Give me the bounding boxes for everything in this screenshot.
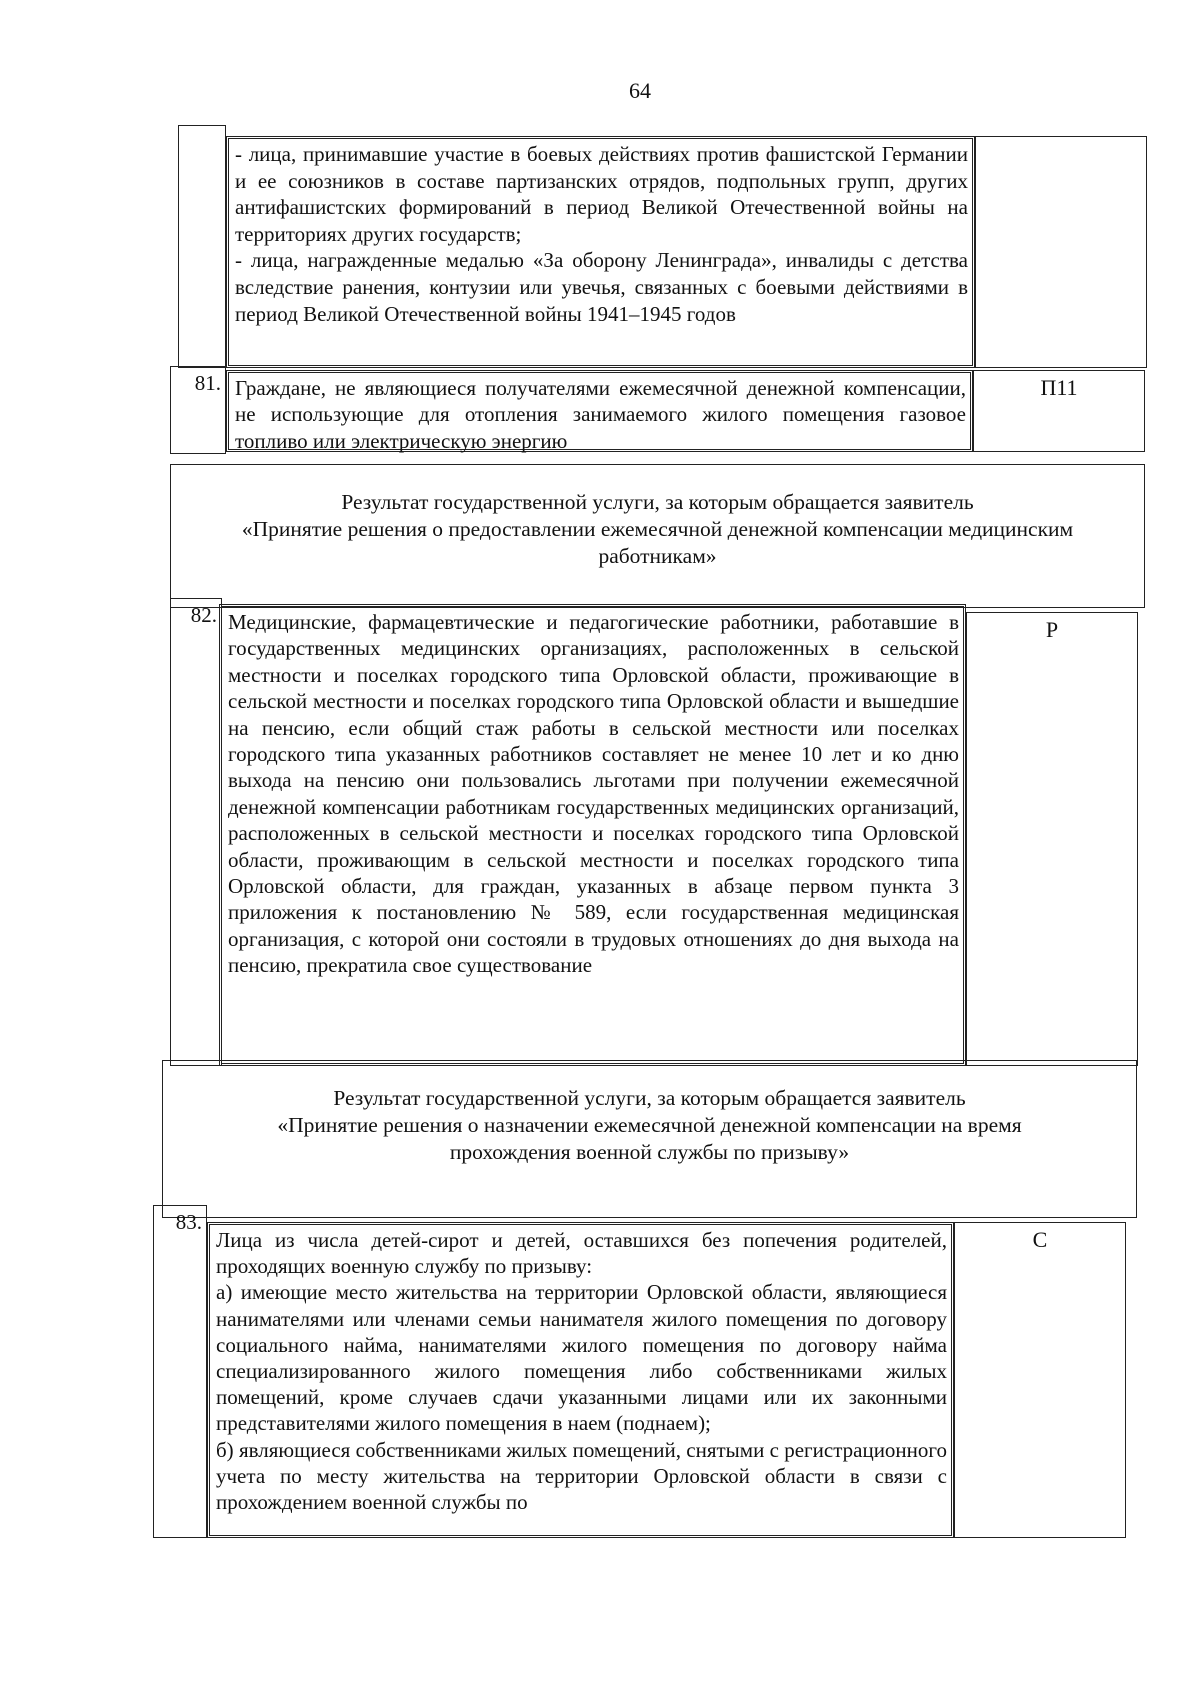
result-header [162,1060,1137,1218]
row-text-cell [219,604,966,1066]
page-number: 64 [629,78,651,103]
row-number-cell [153,1205,207,1538]
row-code-cell [954,1222,1126,1538]
row-paragraph: Граждане, не являющиеся получателями ежемесячной денежной компенсации, не использующие для отопления занимаемого жилого помещения газовое топливо или электрическую энергию [235,376,966,453]
result-header-line: «Принятие решения о назначении ежемесячной денежной компенсации на время [277,1113,1022,1137]
row-code-cell [975,136,1147,368]
row-paragraph: - лица, принимавшие участие в боевых действиях против фашистской Германии и ее союзников в составе партизанских отрядов, подпольных групп, других антифашистских формирований в период Великой Отечественной войны на территориях других государств; [235,142,968,246]
row-paragraph: Медицинские, фармацевтические и педагогические работники, работавшие в государственных медицинских организациях, расположенных в сельской местности и поселках городского типа Орловской области, проживающие в сельской местности и поселках городского типа Орловской области и вышедшие на пенсию, если общий стаж работы в сельской местности или поселках городского типа указанных работников составляет не менее 10 лет и ко дню выхода на пенсию они пользовались льготами при получении ежемесячной денежной компенсации работникам государственных медицинских организаций, расположенных в сельской местности и поселках городского типа Орловской области, проживающим в сельской местности и поселках городского типа Орловской области, для граждан, указанных в абзаце первом пункта 3 приложения к постановлению № 589, если государственная медицинская организация, с которой они состояли в трудовых отношениях до дня выхода на пенсию, прекратила свое существование [228,610,959,978]
row-paragraph: а) имеющие место жительства на территории Орловской области, являющиеся нанимателями или членами семьи нанимателя жилого помещения по договору социального найма, нанимателями жилого помещения по договору найма специализированного жилого помещения либо собственниками жилых помещений, кроме случаев сдачи указанными лицами или их законными представителями жилого помещения в наем (поднаем); [216,1280,947,1436]
row-code: С [1032,1227,1048,1252]
row-code-cell [966,612,1138,1066]
row-paragraph: б) являющиеся собственниками жилых помещений, снятыми с регистрационного учета по месту жительства на территории Орловской области в связи с прохождением военной службы по [216,1437,947,1515]
result-header-line: «Принятие решения о предоставлении ежемесячной денежной компенсации медицинским [241,517,1074,541]
row-number-cell [170,598,222,1066]
result-header-line: прохождения военной службы по призыву» [449,1140,850,1164]
row-number: 81. [194,371,221,395]
row-code: П11 [1040,375,1078,400]
row-number-cell [178,125,226,368]
row-paragraph: - лица, награжденные медалью «За оборону Ленинграда», инвалиды с детства вследствие ранения, контузии или увечья, связанных с боевыми действиями в период Великой Отечественной войны 1941–1945 годов [235,248,968,326]
row-paragraph: Лица из числа детей-сирот и детей, оставшихся без попечения родителей, проходящих военную службу по призыву: [216,1228,947,1279]
row-text-cell [226,136,975,368]
row-text-cell [207,1222,954,1538]
result-header-line: работникам» [598,544,717,568]
result-header-line: Результат государственной услуги, за которым обращается заявитель [341,490,974,514]
result-header-line: Результат государственной услуги, за которым обращается заявитель [333,1086,966,1110]
row-number: 82. [190,603,217,627]
row-code: Р [1045,617,1059,642]
row-number-cell [170,366,226,454]
row-code-cell [973,370,1145,452]
row-number: 83. [175,1210,202,1234]
row-text-cell [226,370,973,452]
result-header [170,464,1145,608]
